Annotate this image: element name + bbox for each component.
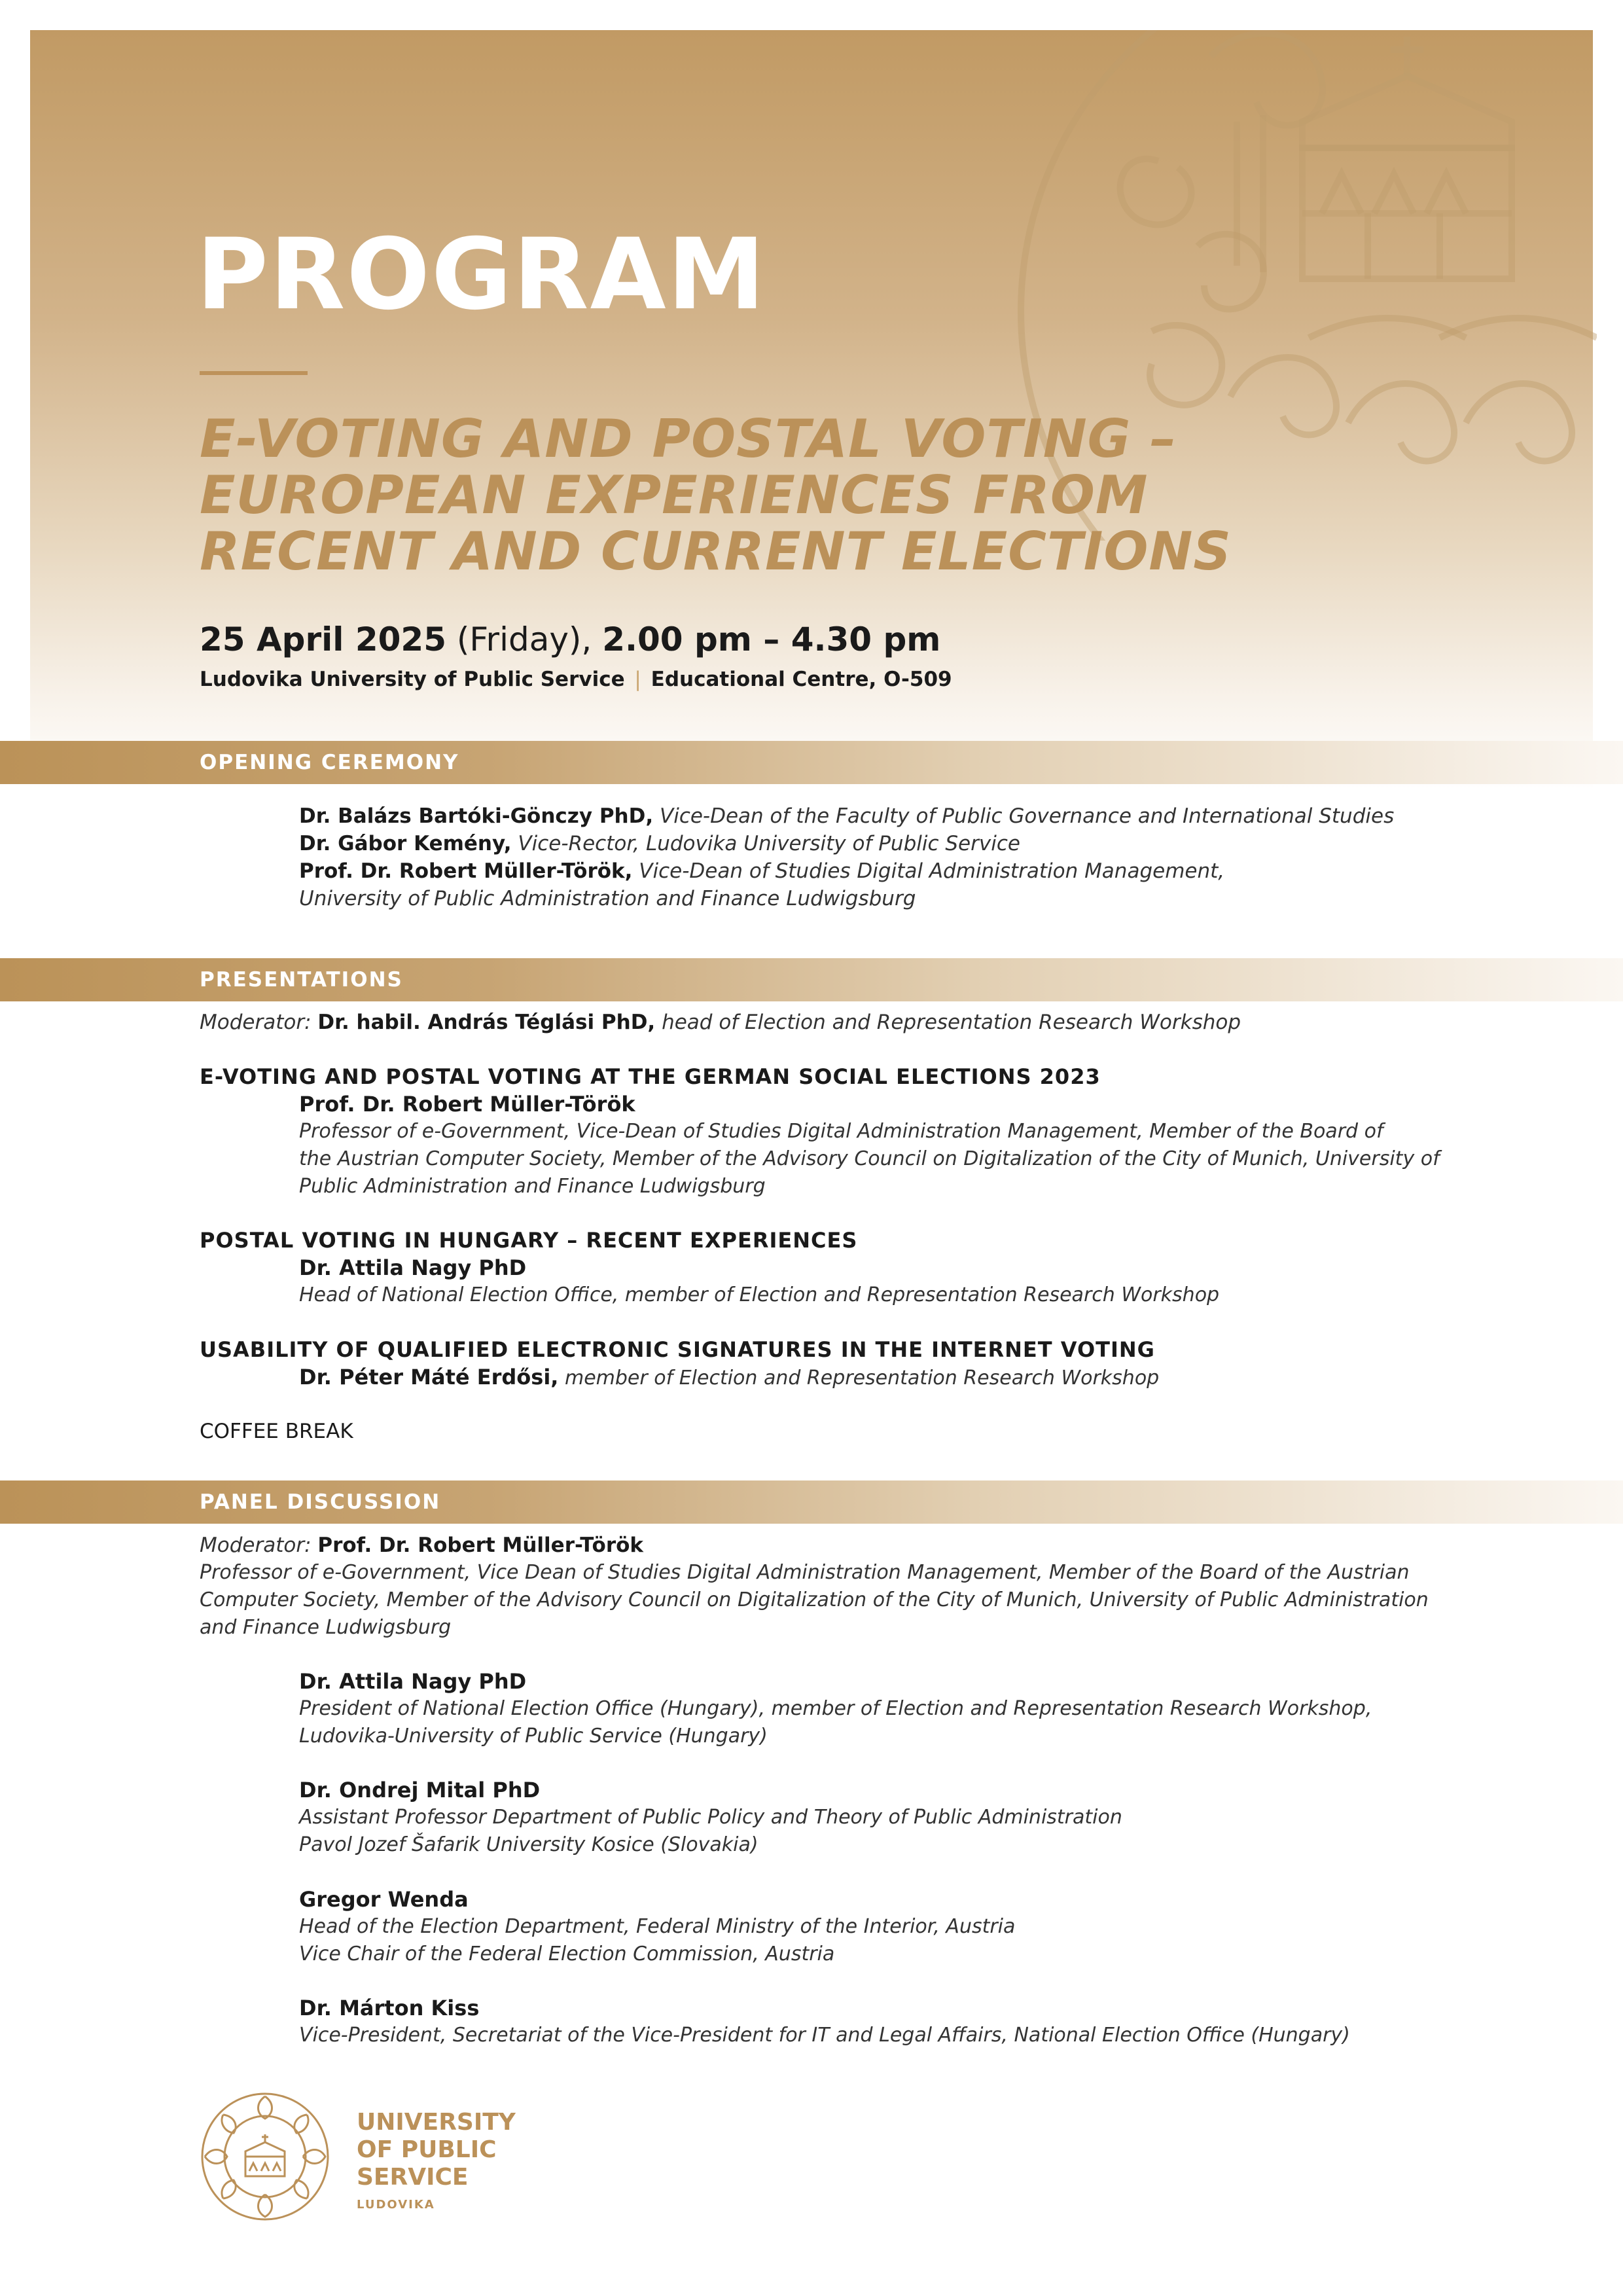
- section-label: PANEL DISCUSSION: [200, 1490, 441, 1514]
- moderator-line: [200, 1532, 643, 1559]
- event-subtitle: [200, 408, 1232, 582]
- presenter-desc: Public Administration and Finance Ludwigsburg: [299, 1175, 766, 1198]
- panelist-desc: President of National Election Office (Hungary), member of Election and Representation Research Workshop,: [299, 1697, 1372, 1720]
- presenter-desc: Head of National Election Office, member of Election and Representation Research Workshop: [299, 1283, 1220, 1306]
- moderator-desc: and Finance Ludwigsburg: [200, 1616, 452, 1639]
- moderator-name: Prof. Dr. Robert Müller-Török: [317, 1534, 644, 1557]
- event-date: 25 April 2025: [200, 620, 446, 658]
- section-label: OPENING CEREMONY: [200, 751, 459, 774]
- speaker-name: Prof. Dr. Robert Müller-Török,: [299, 859, 633, 883]
- section-band-presentations: [0, 958, 1623, 1001]
- logo-subtitle: LUDOVIKA: [357, 2198, 435, 2212]
- event-weekday: (Friday),: [446, 620, 603, 658]
- moderator-desc: Computer Society, Member of the Advisory Council on Digitalization of the City of Munich, University of Public Administration: [200, 1588, 1429, 1611]
- presenter-name: Dr. Attila Nagy PhD: [299, 1255, 527, 1280]
- presenter-role: member of Election and Representation Research Workshop: [558, 1367, 1160, 1390]
- subtitle-line: EUROPEAN EXPERIENCES FROM: [200, 465, 1149, 526]
- university-logo-text: [357, 2109, 516, 2191]
- section-band-opening: [0, 741, 1623, 784]
- moderator-line: [200, 1009, 1241, 1036]
- subtitle-line: RECENT AND CURRENT ELECTIONS: [200, 521, 1232, 582]
- moderator-desc: Professor of e-Government, Vice Dean of Studies Digital Administration Management, Member of the Board of the Austrian: [200, 1561, 1410, 1584]
- section-band-panel: [0, 1480, 1623, 1524]
- moderator-prefix: Moderator:: [200, 1534, 318, 1557]
- moderator-name: Dr. habil. András Téglási PhD,: [317, 1011, 656, 1034]
- panelist-desc: Ludovika-University of Public Service (Hungary): [299, 1725, 768, 1748]
- presenter-desc: the Austrian Computer Society, Member of the Advisory Council on Digitalization of the City of Munich, University of: [299, 1147, 1440, 1170]
- presentation-title: USABILITY OF QUALIFIED ELECTRONIC SIGNATURES IN THE INTERNET VOTING: [200, 1337, 1155, 1362]
- presentation-title: POSTAL VOTING IN HUNGARY – RECENT EXPERIENCES: [200, 1228, 858, 1253]
- logo-line: OF PUBLIC: [357, 2136, 497, 2163]
- coffee-break: COFFEE BREAK: [200, 1420, 353, 1443]
- speaker-role: Vice-Dean of Studies Digital Administration Management,: [632, 859, 1225, 883]
- logo-line: SERVICE: [357, 2164, 469, 2191]
- opening-speaker: [299, 857, 1224, 885]
- panelist-desc: Head of the Election Department, Federal Ministry of the Interior, Austria: [299, 1915, 1016, 1938]
- presenter-name: Dr. Péter Máté Erdősi,: [299, 1365, 559, 1390]
- presentation-title: E-VOTING AND POSTAL VOTING AT THE GERMAN SOCIAL ELECTIONS 2023: [200, 1064, 1101, 1089]
- opening-speaker: [299, 830, 1020, 857]
- panelist-name: Dr. Attila Nagy PhD: [299, 1669, 527, 1694]
- panelist-desc: Pavol Jozef Šafarik University Kosice (Slovakia): [299, 1833, 758, 1856]
- page-title: PROGRAM: [196, 218, 766, 332]
- panelist-name: Gregor Wenda: [299, 1887, 469, 1912]
- opening-speaker: [299, 802, 1394, 830]
- title-divider: [200, 371, 308, 375]
- venue-name: Ludovika University of Public Service: [200, 668, 625, 691]
- university-seal-icon: [200, 2091, 330, 2222]
- panelist-name: Dr. Ondrej Mital PhD: [299, 1778, 541, 1803]
- venue-separator: |: [634, 668, 641, 691]
- presenter-line: [299, 1363, 1159, 1392]
- subtitle-line: E-VOTING AND POSTAL VOTING –: [200, 408, 1177, 469]
- presenter-name: Prof. Dr. Robert Müller-Török: [299, 1092, 635, 1117]
- panelist-desc: Vice Chair of the Federal Election Commission, Austria: [299, 1943, 835, 1965]
- panelist-name: Dr. Márton Kiss: [299, 1996, 480, 2020]
- event-venue: [200, 668, 952, 691]
- event-date-time: [200, 622, 940, 658]
- speaker-role: Vice-Dean of the Faculty of Public Governance and International Studies: [653, 804, 1395, 828]
- logo-line: UNIVERSITY: [357, 2109, 516, 2136]
- presenter-desc: Professor of e-Government, Vice-Dean of Studies Digital Administration Management, Member of the Board of: [299, 1120, 1383, 1143]
- moderator-prefix: Moderator:: [200, 1011, 318, 1034]
- speaker-name: Dr. Balázs Bartóki-Gönczy PhD,: [299, 804, 654, 828]
- moderator-role: head of Election and Representation Research Workshop: [655, 1011, 1241, 1034]
- venue-room: Educational Centre, O-509: [651, 668, 952, 691]
- speaker-name: Dr. Gábor Kemény,: [299, 832, 512, 855]
- panelist-desc: Assistant Professor Department of Public Policy and Theory of Public Administration: [299, 1806, 1122, 1829]
- speaker-role: Vice-Rector, Ludovika University of Public Service: [511, 832, 1020, 855]
- event-time: 2.00 pm – 4.30 pm: [602, 620, 941, 658]
- panelist-desc: Vice-President, Secretariat of the Vice-President for IT and Legal Affairs, National Election Office (Hungary): [299, 2024, 1350, 2047]
- speaker-role-continued: University of Public Administration and Finance Ludwigsburg: [299, 887, 916, 910]
- section-label: PRESENTATIONS: [200, 968, 403, 992]
